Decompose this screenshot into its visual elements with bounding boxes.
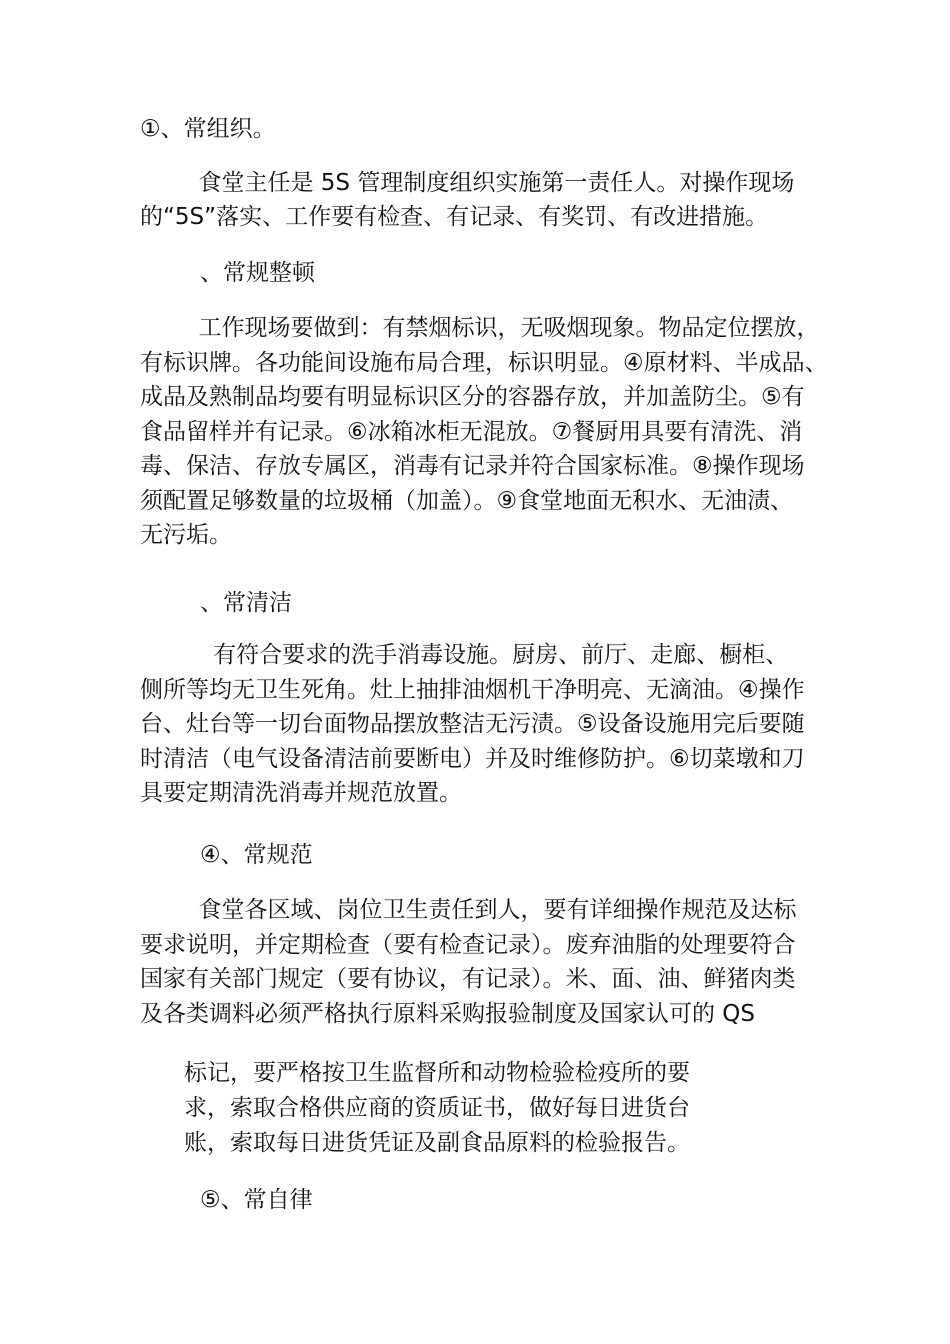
- paragraph-line: 工作现场要做到：有禁烟标识，无吸烟现象。物品定位摆放，: [140, 315, 820, 341]
- paragraph-line: 及各类调料必须严格执行原料采购报验制度及国家认可的 QS: [140, 1000, 756, 1027]
- paragraph-line: 食堂主任是 5S 管理制度组织实施第一责任人。对操作现场: [140, 170, 795, 196]
- paragraph-organize: [140, 168, 930, 236]
- paragraph-line: 侧所等均无卫生死角。灶上抽排油烟机干净明亮、无滴油。④操作: [140, 676, 805, 703]
- paragraph-line: 食品留样并有记录。⑥冰箱冰柜无混放。⑦餐厨用具要有清洗、消: [140, 418, 803, 445]
- paragraph-line: 时清洁（电气设备清洁前要断电）并及时维修防护。⑥切菜墩和刀: [140, 745, 805, 772]
- paragraph-line: 账，索取每日进货凭证及副食品原料的检验报告。: [184, 1130, 690, 1156]
- paragraph-line: 有符合要求的洗手消毒设施。厨房、前厅、走廊、橱柜、: [140, 642, 789, 668]
- paragraph-line: 食堂各区域、岗位卫生责任到人，要有详细操作规范及达标: [140, 897, 797, 923]
- paragraph-line: 标记，要严格按卫生监督所和动物检验检疫所的要: [184, 1060, 690, 1086]
- paragraph-line: 成品及熟制品均要有明显标识区分的容器存放，并加盖防尘。⑤有: [140, 384, 805, 410]
- paragraph-rectify: [140, 311, 940, 553]
- paragraph-line: 须配置足够数量的垃圾桶（加盖）。⑨食堂地面无积水、无油渍、: [140, 487, 794, 514]
- paragraph-line: 国家有关部门规定（要有协议，有记录）。米、面、油、鲜猪肉类: [140, 966, 796, 992]
- section-heading-rectify: 、常规整顿: [200, 260, 315, 286]
- section-heading-standardize: ④、常规范: [200, 842, 313, 868]
- paragraph-line: 无污垢。: [140, 522, 232, 548]
- section-heading-self-discipline: ⑤、常自律: [200, 1187, 313, 1213]
- paragraph-line: 求，索取合格供应商的资质证书，做好每日进货台: [184, 1095, 690, 1121]
- paragraph-clean: [140, 638, 940, 811]
- paragraph-line: 具要定期清洗消毒并规范放置。: [140, 780, 462, 806]
- section-heading-organize: ①、常组织。: [140, 116, 276, 142]
- paragraph-line: 台、灶台等一切台面物品摆放整洁无污渍。⑤设备设施用完后要随: [140, 711, 805, 737]
- paragraph-line: 的“5S”落实、工作要有检查、有记录、有奖罚、有改进措施。: [140, 204, 769, 230]
- paragraph-standardize-continuation: [184, 1056, 784, 1161]
- paragraph-line: 毒、保洁、存放专属区，消毒有记录并符合国家标准。⑧操作现场: [140, 453, 805, 479]
- section-heading-clean: 、常清洁: [200, 590, 292, 616]
- paragraph-standardize: [140, 893, 940, 1031]
- paragraph-line: 要求说明，并定期检查（要有检查记录）。废弃油脂的处理要符合: [140, 931, 796, 958]
- paragraph-line: 有标识牌。各功能间设施布局合理，标识明显。④原材料、半成品、: [140, 349, 828, 376]
